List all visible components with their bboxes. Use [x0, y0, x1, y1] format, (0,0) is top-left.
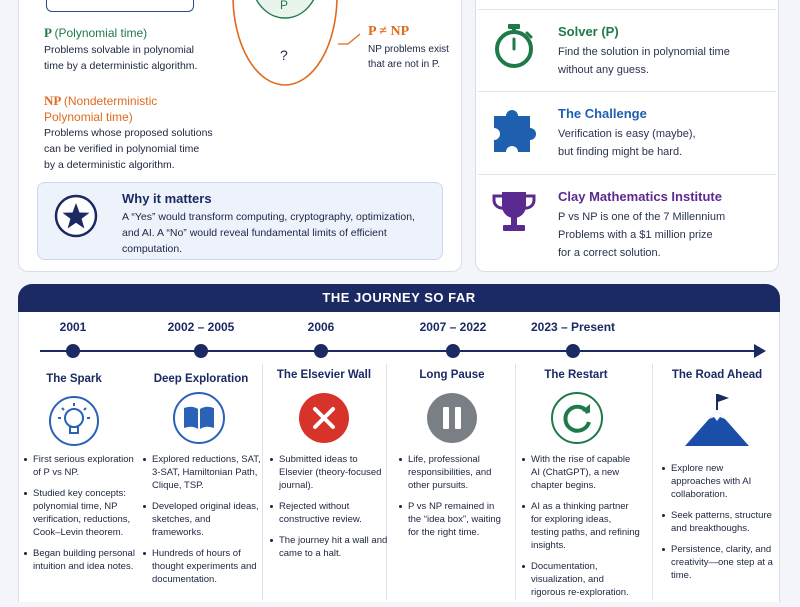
divider: [478, 174, 776, 175]
restart-icon: [550, 391, 604, 445]
venn-p-label: P: [280, 0, 289, 12]
timeline-dot: [66, 344, 80, 358]
timeline-dot: [314, 344, 328, 358]
pause-icon: [426, 392, 478, 444]
bullet: Developed original ideas, sketches, and frameworks.: [143, 500, 261, 539]
trophy-icon: [490, 188, 538, 236]
column-title: The Elsevier Wall: [276, 369, 372, 381]
bullet: Rejected without constructive review.: [270, 500, 388, 526]
column-title: The Restart: [544, 369, 608, 381]
divider: [478, 9, 776, 10]
year-label: 2001: [59, 320, 87, 334]
timeline-dot: [566, 344, 580, 358]
why-it-matters-title: Why it matters: [122, 191, 212, 206]
challenge-text: Verification is easy (maybe), but finding might be hard.: [558, 128, 696, 158]
bullet: Studied key concepts: polynomial time, NP verification, reductions, Cook–Levin theorem.: [24, 487, 136, 539]
why-it-matters-text: A “Yes” would transform computing, cryptography, optimization, and AI. A “No” would reveal fundamental limits of efficient computation.: [122, 211, 415, 255]
column-bullets: [270, 453, 388, 568]
p-definition-title: P (Polynomial time): [44, 25, 148, 40]
column-divider: [652, 364, 653, 600]
timeline-dot: [446, 344, 460, 358]
p-definition-text: Problems solvable in polynomial time by a deterministic algorithm.: [44, 44, 198, 72]
bullet: Hundreds of hours of thought experiments and documentation.: [143, 547, 261, 586]
column-bullets: [662, 462, 774, 590]
column-bullets: [143, 453, 261, 594]
column-divider: [262, 364, 263, 600]
x-circle-icon: [298, 392, 350, 444]
bullet: AI as a thinking partner for exploring ideas, testing paths, and refining insights.: [522, 500, 640, 552]
solver-title: Solver (P): [558, 24, 619, 39]
star-icon: [54, 194, 98, 238]
column-title: The Road Ahead: [671, 369, 763, 381]
challenge-title: The Challenge: [558, 106, 647, 121]
bullet: P vs NP remained in the “idea box”, waiting for the right time.: [399, 500, 505, 539]
year-label: 2002 – 2005: [167, 320, 235, 334]
bullet: Seek patterns, structure and breakthoughs.: [662, 509, 774, 535]
timeline-dot: [194, 344, 208, 358]
lightbulb-icon: [48, 395, 100, 447]
bullet: Explore new approaches with AI collaboration.: [662, 462, 774, 501]
puzzle-icon: [488, 102, 540, 154]
book-icon: [172, 391, 226, 445]
column-title: The Spark: [46, 373, 102, 385]
stopwatch-icon: [492, 22, 536, 70]
divider: [478, 91, 776, 92]
column-divider: [515, 364, 516, 600]
venn-connector: [338, 30, 368, 46]
year-label: 2006: [307, 320, 335, 334]
solver-text: Find the solution in polynomial time without any guess.: [558, 46, 730, 76]
timeline-banner: THE JOURNEY SO FAR: [18, 284, 780, 312]
bullet: With the rise of capable AI (ChatGPT), a new chapter begins.: [522, 453, 640, 492]
column-title: Long Pause: [419, 369, 485, 381]
year-label: 2007 – 2022: [419, 320, 487, 334]
bullet: Life, professional responsibilities, and other pursuits.: [399, 453, 505, 492]
p-ne-np-text: NP problems exist that are not in P.: [368, 44, 449, 70]
column-bullets: [399, 453, 505, 547]
column-title: Deep Exploration: [153, 373, 249, 385]
mountain-flag-icon: [683, 388, 751, 448]
bullet: Began building personal intuition and idea notes.: [24, 547, 136, 573]
bullet: Documentation, visualization, and rigorous re-exploration.: [522, 560, 640, 599]
column-bullets: [24, 453, 136, 581]
bullet: Explored reductions, SAT, 3-SAT, Hamiltonian Path, Clique, TSP.: [143, 453, 261, 492]
venn-question-mark: ?: [280, 47, 288, 63]
clay-text: P vs NP is one of the 7 Millennium Problems with a $1 million prize for a correct solution.: [558, 211, 726, 259]
np-definition-text: Problems whose proposed solutions can be verified in polynomial time by a deterministic algorithm.: [44, 127, 213, 171]
p-ne-np-title: P ≠ NP: [368, 24, 410, 39]
column-bullets: [522, 453, 640, 607]
timeline-line: [40, 350, 758, 352]
bullet: First serious exploration of P vs NP.: [24, 453, 136, 479]
bullet: Submitted ideas to Elsevier (theory-focused journal).: [270, 453, 388, 492]
clay-title: Clay Mathematics Institute: [558, 189, 722, 204]
np-definition-title: NP (Nondeterministic Polynomial time): [44, 93, 158, 124]
year-label: 2023 – Present: [530, 320, 616, 334]
top-box-remnant: [46, 0, 194, 12]
timeline-arrow-icon: [754, 344, 768, 358]
bullet: The journey hit a wall and came to a halt.: [270, 534, 388, 560]
bullet: Persistence, clarity, and creativity—one step at a time.: [662, 543, 774, 582]
